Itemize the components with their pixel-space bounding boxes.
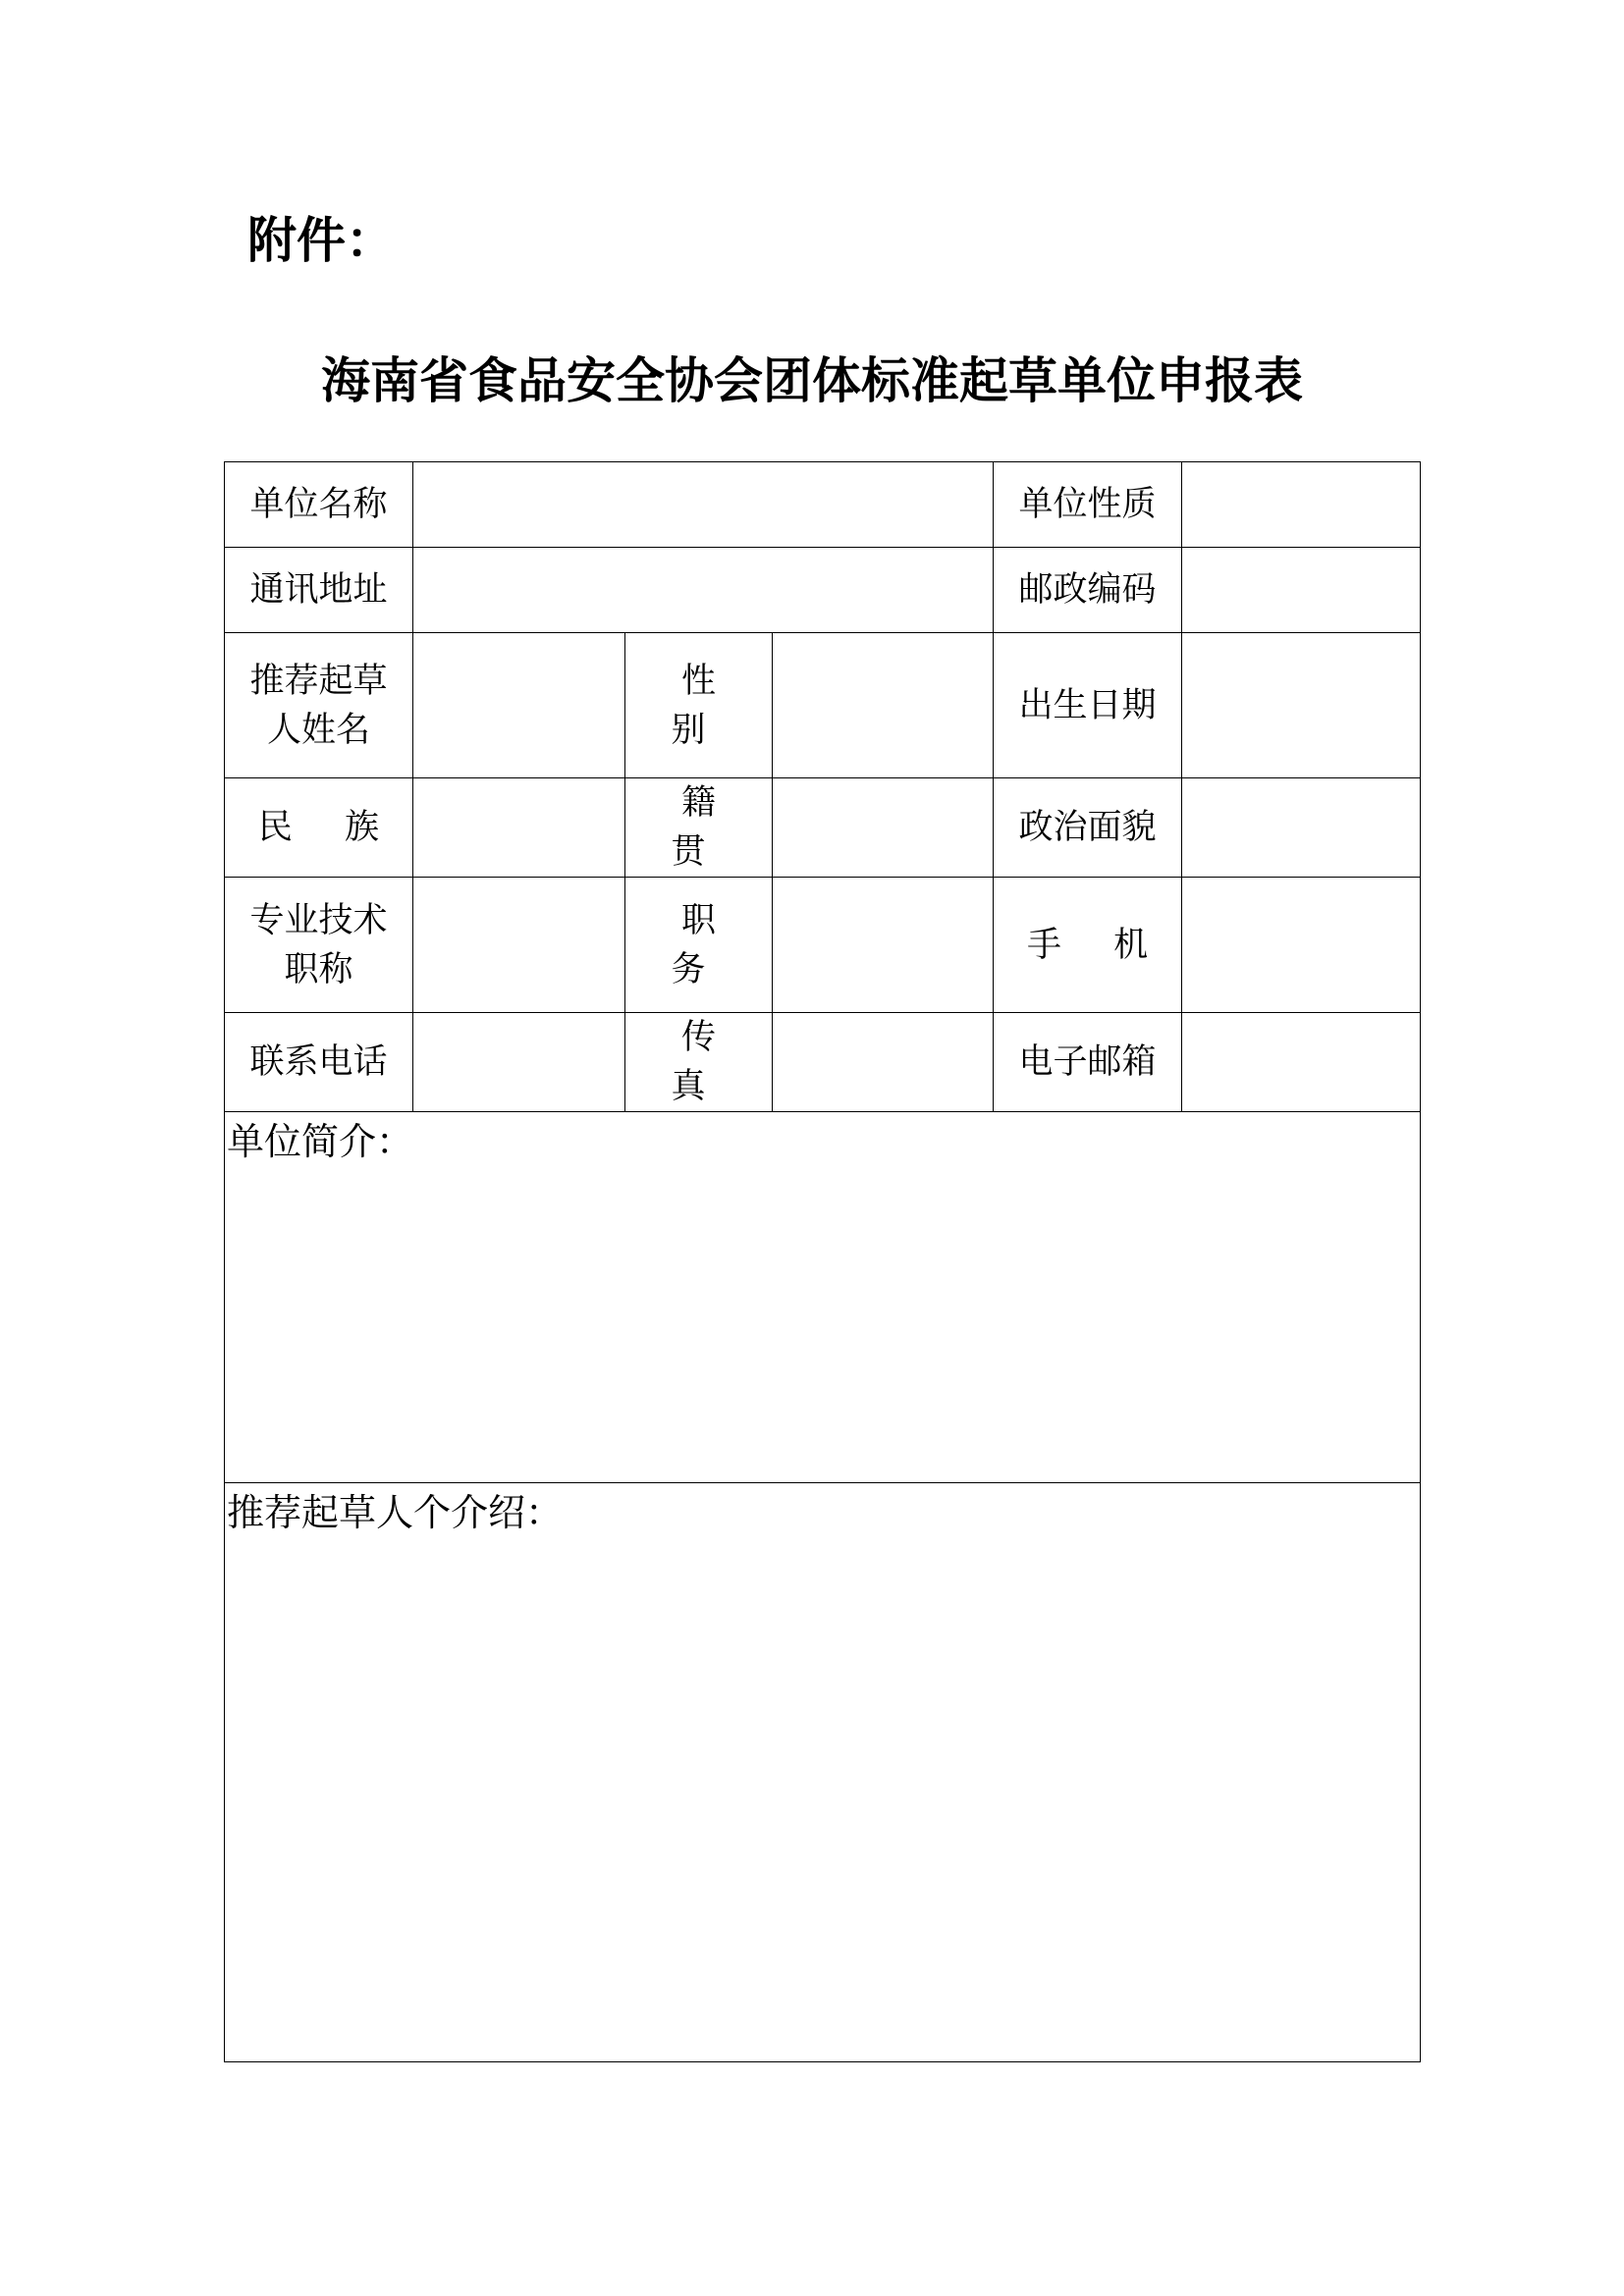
attachment-label: 附件：: [247, 212, 395, 269]
drafter-intro-field[interactable]: [225, 1483, 1421, 2062]
unit-name-label: 单位名称: [225, 462, 413, 548]
drafter-name-label-line2: 人姓名: [266, 710, 370, 750]
form-row-address: [225, 548, 1421, 633]
ethnicity-label: 民 族: [225, 778, 413, 878]
email-label: 电子邮箱: [994, 1013, 1182, 1112]
form-row-drafter: [225, 633, 1421, 778]
drafter-name-label-line1: 推荐起草: [249, 661, 388, 701]
professional-title-label: [225, 878, 413, 1013]
birth-date-field[interactable]: [1182, 633, 1421, 778]
professional-title-label-line2: 职称: [284, 949, 353, 989]
unit-intro-label: 单位简介：: [227, 1120, 414, 1163]
ethnicity-field[interactable]: [413, 778, 625, 878]
unit-nature-label: 单位性质: [994, 462, 1182, 548]
position-label: 职 务: [625, 878, 773, 1013]
political-status-label: 政治面貌: [994, 778, 1182, 878]
form-row-contact: [225, 1013, 1421, 1112]
application-form-table: [224, 461, 1421, 2062]
form-title: 海南省食品安全协会团体标准起草单位申报表: [321, 352, 1303, 409]
phone-label: 联系电话: [225, 1013, 413, 1112]
gender-label: 性 别: [625, 633, 773, 778]
drafter-name-label: [225, 633, 413, 778]
fax-field[interactable]: [773, 1013, 994, 1112]
postal-code-label: 邮政编码: [994, 548, 1182, 633]
drafter-intro-label: 推荐起草人个介绍：: [227, 1491, 564, 1534]
position-field[interactable]: [773, 878, 994, 1013]
unit-nature-field[interactable]: [1182, 462, 1421, 548]
address-label: 通讯地址: [225, 548, 413, 633]
mobile-field[interactable]: [1182, 878, 1421, 1013]
mobile-label: 手 机: [994, 878, 1182, 1013]
native-place-field[interactable]: [773, 778, 994, 878]
email-field[interactable]: [1182, 1013, 1421, 1112]
address-field[interactable]: [413, 548, 994, 633]
form-row-ethnicity: [225, 778, 1421, 878]
unit-name-field[interactable]: [413, 462, 994, 548]
form-row-drafter-intro: [225, 1483, 1421, 2062]
form-row-unit-intro: [225, 1112, 1421, 1483]
professional-title-field[interactable]: [413, 878, 625, 1013]
unit-intro-field[interactable]: [225, 1112, 1421, 1483]
phone-field[interactable]: [413, 1013, 625, 1112]
form-row-unit: [225, 462, 1421, 548]
form-row-professional: [225, 878, 1421, 1013]
fax-label: 传 真: [625, 1013, 773, 1112]
political-status-field[interactable]: [1182, 778, 1421, 878]
postal-code-field[interactable]: [1182, 548, 1421, 633]
professional-title-label-line1: 专业技术: [249, 900, 388, 940]
gender-field[interactable]: [773, 633, 994, 778]
native-place-label: 籍 贯: [625, 778, 773, 878]
drafter-name-field[interactable]: [413, 633, 625, 778]
birth-date-label: 出生日期: [994, 633, 1182, 778]
